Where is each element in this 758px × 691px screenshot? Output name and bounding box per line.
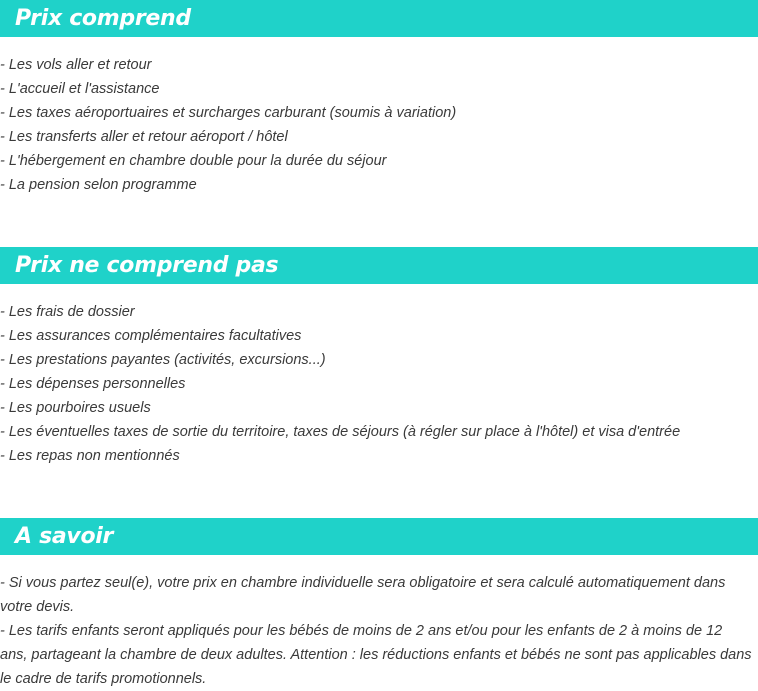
list-item: - L'hébergement en chambre double pour la durée du séjour [0,153,387,169]
list-item: - L'accueil et l'assistance [0,81,160,97]
section-header-a-savoir [0,518,758,555]
list-item: - Les pourboires usuels [0,400,151,416]
list-item: - Les frais de dossier [0,304,135,320]
list-item: - Les éventuelles taxes de sortie du territoire, taxes de séjours (à régler sur place à l'hôtel) et visa d'entrée [0,424,681,440]
section-title: Prix ne comprend pas [15,252,279,278]
excluded-list [0,300,758,468]
list-item: - La pension selon programme [0,177,197,193]
list-item: - Les repas non mentionnés [0,448,180,464]
included-list [0,53,758,197]
list-item: - Les prestations payantes (activités, excursions...) [0,352,326,368]
list-item: - Les transferts aller et retour aéroport / hôtel [0,129,288,145]
list-item: - Les assurances complémentaires facultatives [0,328,302,344]
section-title: Prix comprend [15,5,191,31]
section-header-prix-ne-comprend-pas [0,247,758,284]
list-item: - Si vous partez seul(e), votre prix en chambre individuelle sera obligatoire et sera calculé automatiquement dans votre devis. [0,575,726,615]
list-item: - Les dépenses personnelles [0,376,186,392]
list-item: - Les tarifs enfants seront appliqués pour les bébés de moins de 2 ans et/ou pour les enfants de 2 à moins de 12 ans, partageant la chambre de deux adultes. Attention : les réductions enfants et bébés ne sont pas applicables dans le cadre de tarifs promotionnels. [0,623,752,687]
section-title: A savoir [15,523,114,549]
list-item: - Les taxes aéroportuaires et surcharges carburant (soumis à variation) [0,105,457,121]
notes-list [0,571,752,691]
section-header-prix-comprend [0,0,758,37]
list-item: - Les vols aller et retour [0,57,152,73]
